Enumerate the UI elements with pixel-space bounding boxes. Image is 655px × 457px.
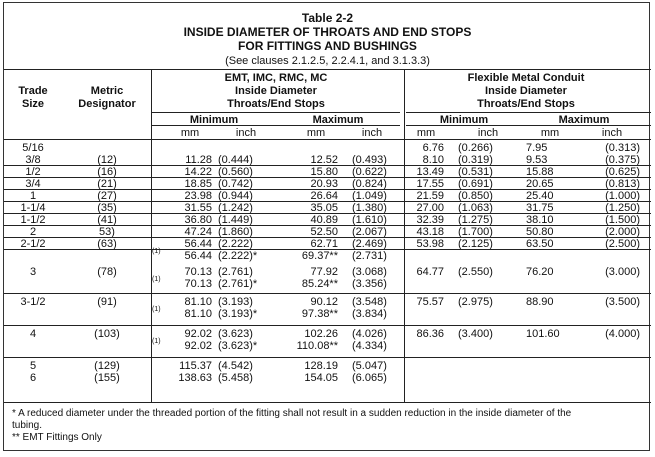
cell-f-max-in: (2.500) — [605, 238, 640, 250]
cell-e-max-in: (3.356) — [352, 278, 387, 290]
rule — [4, 139, 651, 140]
cell-metric: (129) — [94, 360, 120, 372]
cell-f-max-mm: 76.20 — [526, 266, 554, 278]
cell-f-min-in: (0.531) — [458, 166, 493, 178]
footnote-star-cont: tubing. — [12, 420, 43, 431]
cell-f-max-in: (1.250) — [605, 202, 640, 214]
cell-e-min-mm: 56.44 — [184, 238, 212, 250]
cell-e-min-in: (0.944) — [218, 190, 253, 202]
rule — [152, 125, 400, 126]
cell-e-max-mm: 90.12 — [310, 296, 338, 308]
cell-f-max-in: (3.500) — [605, 296, 640, 308]
cell-e-max-mm: 35.05 — [310, 202, 338, 214]
cell-e-min-mm: 14.22 — [184, 166, 212, 178]
cell-f-max-mm: 38.10 — [526, 214, 554, 226]
cell-e-min-in: (2.222) — [218, 238, 253, 250]
cell-f-min-in: (2.125) — [458, 238, 493, 250]
footnote-ref: (1) — [152, 276, 161, 283]
cell-e-min-mm: 92.02 — [184, 340, 212, 352]
header-trade: Trade — [18, 85, 48, 97]
cell-e-max-in: (0.824) — [352, 178, 387, 190]
cell-f-min-mm: 17.55 — [416, 178, 444, 190]
cell-trade: 1-1/2 — [20, 214, 46, 226]
cell-f-min-mm: 64.77 — [416, 266, 444, 278]
cell-e-max-mm: 128.19 — [304, 360, 338, 372]
cell-e-min-in: (5.458) — [218, 372, 253, 384]
cell-e-min-in: (0.742) — [218, 178, 253, 190]
row-rule — [4, 177, 651, 178]
header-emt: EMT, IMC, RMC, MC — [224, 72, 328, 84]
row-rule — [4, 249, 651, 250]
table-subtitle: FOR FITTINGS AND BUSHINGS — [238, 39, 417, 53]
header-unit-inch: inch — [477, 127, 499, 139]
cell-trade: 3/4 — [25, 178, 41, 190]
cell-f-min-mm: 27.00 — [416, 202, 444, 214]
cell-f-max-mm: 31.75 — [526, 202, 554, 214]
cell-e-max-mm: 97.38** — [301, 308, 338, 320]
cell-trade: 2-1/2 — [20, 238, 46, 250]
header-flex-maximum: Maximum — [558, 114, 610, 126]
cell-f-min-mm: 8.10 — [422, 154, 444, 166]
cell-e-min-in: (4.542) — [218, 360, 253, 372]
cell-e-max-in: (1.610) — [352, 214, 387, 226]
header-flex-throats: Throats/End Stops — [477, 98, 575, 110]
cell-trade: 4 — [29, 328, 37, 340]
cell-e-max-in: (2.469) — [352, 238, 387, 250]
cell-e-min-in: (0.560) — [218, 166, 253, 178]
cell-trade: 3 — [29, 266, 37, 278]
footnote-ref: (1) — [152, 306, 161, 313]
cell-trade: 5 — [29, 360, 37, 372]
cell-e-max-in: (1.049) — [352, 190, 387, 202]
cell-metric: (12) — [97, 154, 117, 166]
cell-e-max-in: (6.065) — [352, 372, 387, 384]
cell-metric: (41) — [97, 214, 117, 226]
cell-f-max-in: (0.375) — [605, 154, 640, 166]
cell-trade: 3/8 — [25, 154, 41, 166]
cell-e-max-mm: 40.89 — [310, 214, 338, 226]
table-number: Table 2-2 — [301, 11, 354, 25]
footnote-ref: (1) — [152, 248, 161, 255]
cell-trade: 6 — [29, 372, 37, 384]
header-emt-inside: Inside Diameter — [235, 85, 317, 97]
cell-e-min-mm: 138.63 — [178, 372, 212, 384]
cell-e-max-in: (3.548) — [352, 296, 387, 308]
cell-e-min-in: (1.860) — [218, 226, 253, 238]
header-unit-inch: inch — [361, 127, 383, 139]
cell-e-min-mm: 31.55 — [184, 202, 212, 214]
cell-f-min-mm: 13.49 — [416, 166, 444, 178]
cell-e-max-in: (2.731) — [352, 250, 387, 262]
rule — [4, 69, 651, 70]
cell-metric: (155) — [94, 372, 120, 384]
row-rule — [4, 293, 651, 294]
cell-trade: 5/16 — [22, 142, 44, 154]
column-divider — [404, 69, 405, 402]
cell-f-min-in: (2.975) — [458, 296, 493, 308]
cell-e-min-in: (1.242) — [218, 202, 253, 214]
header-emt-minimum: Minimum — [189, 114, 239, 126]
header-flex: Flexible Metal Conduit — [467, 72, 585, 84]
cell-e-min-mm: 56.44 — [184, 250, 212, 262]
cell-metric: (21) — [97, 178, 117, 190]
rule — [406, 112, 651, 113]
cell-e-max-in: (2.067) — [352, 226, 387, 238]
header-emt-maximum: Maximum — [312, 114, 364, 126]
cell-e-max-mm: 85.24** — [301, 278, 338, 290]
cell-e-max-in: (4.026) — [352, 328, 387, 340]
cell-trade: 1 — [29, 190, 37, 202]
cell-f-max-mm: 50.80 — [526, 226, 554, 238]
cell-f-min-in: (2.550) — [458, 266, 493, 278]
cell-e-min-mm: 18.85 — [184, 178, 212, 190]
cell-f-max-mm: 20.65 — [526, 178, 554, 190]
cell-f-min-in: (0.319) — [458, 154, 493, 166]
header-metric: Metric — [90, 85, 124, 97]
cell-e-max-mm: 62.71 — [310, 238, 338, 250]
cell-f-min-mm: 53.98 — [416, 238, 444, 250]
cell-e-max-in: (1.380) — [352, 202, 387, 214]
footnote-star: * A reduced diameter under the threaded portion of the fitting shall not result in a sudden reduction in the inside diameter of the — [12, 408, 572, 419]
rule — [406, 125, 651, 126]
cell-metric: (103) — [94, 328, 120, 340]
cell-e-min-mm: 70.13 — [184, 278, 212, 290]
cell-e-min-in: (3.623) — [218, 328, 253, 340]
row-rule — [4, 357, 651, 358]
cell-e-min-in: (3.193)* — [218, 308, 258, 320]
header-flex-inside: Inside Diameter — [485, 85, 567, 97]
cell-f-max-in: (1.000) — [605, 190, 640, 202]
clause-reference: (See clauses 2.1.2.5, 2.2.4.1, and 3.1.3.3) — [225, 55, 430, 67]
cell-e-max-in: (3.068) — [352, 266, 387, 278]
cell-metric: (27) — [97, 190, 117, 202]
cell-f-min-mm: 6.76 — [422, 142, 444, 154]
cell-metric: (91) — [97, 296, 117, 308]
rule — [4, 402, 651, 403]
header-unit-inch: inch — [601, 127, 623, 139]
cell-e-min-in: (2.222)* — [218, 250, 258, 262]
cell-e-min-mm: 23.98 — [184, 190, 212, 202]
header-designator: Designator — [78, 98, 136, 110]
cell-f-min-in: (1.700) — [458, 226, 493, 238]
row-rule — [4, 189, 651, 190]
cell-f-max-mm: 88.90 — [526, 296, 554, 308]
cell-e-max-mm: 20.93 — [310, 178, 338, 190]
cell-metric: (63) — [97, 238, 117, 250]
header-unit-mm: mm — [180, 127, 200, 139]
cell-f-max-in: (0.625) — [605, 166, 640, 178]
cell-e-min-in: (3.193) — [218, 296, 253, 308]
cell-e-max-mm: 69.37** — [301, 250, 338, 262]
cell-e-min-mm: 47.24 — [184, 226, 212, 238]
cell-e-min-mm: 115.37 — [179, 360, 212, 372]
row-rule — [4, 325, 651, 326]
table-frame — [3, 2, 650, 451]
cell-e-max-mm: 26.64 — [310, 190, 338, 202]
cell-trade: 1-1/4 — [20, 202, 46, 214]
cell-f-max-in: (3.000) — [605, 266, 640, 278]
header-size: Size — [21, 98, 44, 110]
cell-e-min-mm: 70.13 — [184, 266, 212, 278]
footnote-double-star: ** EMT Fittings Only — [12, 432, 102, 443]
cell-e-max-mm: 110.08** — [296, 340, 338, 352]
cell-e-max-mm: 102.26 — [304, 328, 338, 340]
cell-e-min-in: (3.623)* — [218, 340, 258, 352]
cell-e-max-in: (3.834) — [352, 308, 387, 320]
cell-f-min-mm: 32.39 — [416, 214, 444, 226]
footnote-ref: (1) — [152, 338, 161, 345]
cell-f-max-mm: 101.60 — [526, 328, 560, 340]
cell-f-min-in: (0.266) — [458, 142, 493, 154]
row-rule — [4, 165, 651, 166]
cell-f-max-mm: 15.88 — [526, 166, 554, 178]
cell-f-max-mm: 25.40 — [526, 190, 554, 202]
cell-e-min-in: (0.444) — [218, 154, 253, 166]
cell-e-max-mm: 15.80 — [310, 166, 338, 178]
cell-f-max-in: (4.000) — [605, 328, 640, 340]
cell-f-max-mm: 7.95 — [526, 142, 548, 154]
cell-f-min-in: (0.850) — [458, 190, 493, 202]
row-rule — [4, 213, 651, 214]
cell-e-min-mm: 11.28 — [185, 154, 212, 166]
cell-e-max-in: (0.622) — [352, 166, 387, 178]
cell-f-min-in: (0.691) — [458, 178, 493, 190]
cell-f-min-in: (1.275) — [458, 214, 493, 226]
cell-f-max-mm: 9.53 — [526, 154, 548, 166]
cell-f-max-in: (0.813) — [605, 178, 640, 190]
cell-e-min-in: (2.761)* — [218, 278, 258, 290]
cell-e-max-mm: 77.92 — [310, 266, 338, 278]
cell-f-min-mm: 43.18 — [416, 226, 444, 238]
cell-e-min-mm: 81.10 — [184, 308, 212, 320]
header-emt-throats: Throats/End Stops — [227, 98, 325, 110]
rule — [152, 112, 400, 113]
header-flex-minimum: Minimum — [439, 114, 489, 126]
cell-f-max-in: (1.500) — [605, 214, 640, 226]
row-rule — [4, 237, 651, 238]
cell-metric: (35) — [97, 202, 117, 214]
cell-f-max-mm: 63.50 — [526, 238, 554, 250]
cell-e-min-in: (1.449) — [218, 214, 253, 226]
cell-f-min-mm: 21.59 — [416, 190, 444, 202]
cell-metric: (78) — [97, 266, 117, 278]
cell-trade: 2 — [29, 226, 37, 238]
cell-e-min-mm: 36.80 — [184, 214, 212, 226]
row-rule — [4, 201, 651, 202]
row-rule — [4, 225, 651, 226]
cell-f-min-mm: 75.57 — [416, 296, 444, 308]
cell-trade: 1/2 — [25, 166, 41, 178]
cell-f-min-mm: 86.36 — [416, 328, 444, 340]
cell-e-max-in: (5.047) — [352, 360, 387, 372]
cell-e-min-in: (2.761) — [218, 266, 253, 278]
cell-e-max-mm: 154.05 — [304, 372, 338, 384]
cell-e-max-in: (0.493) — [352, 154, 387, 166]
cell-f-min-in: (1.063) — [458, 202, 493, 214]
header-unit-mm: mm — [540, 127, 560, 139]
cell-metric: 53) — [99, 226, 115, 238]
cell-metric: (16) — [97, 166, 117, 178]
cell-e-max-mm: 12.52 — [310, 154, 338, 166]
cell-f-max-in: (2.000) — [605, 226, 640, 238]
cell-trade: 3-1/2 — [20, 296, 46, 308]
column-divider — [151, 69, 152, 402]
header-unit-mm: mm — [416, 127, 436, 139]
header-unit-mm: mm — [306, 127, 326, 139]
cell-e-min-mm: 92.02 — [184, 328, 212, 340]
cell-f-max-in: (0.313) — [605, 142, 640, 154]
table-title: INSIDE DIAMETER OF THROATS AND END STOPS — [183, 25, 472, 39]
header-unit-inch: inch — [235, 127, 257, 139]
cell-e-max-in: (4.334) — [352, 340, 387, 352]
cell-f-min-in: (3.400) — [458, 328, 493, 340]
cell-e-max-mm: 52.50 — [310, 226, 338, 238]
cell-e-min-mm: 81.10 — [184, 296, 212, 308]
